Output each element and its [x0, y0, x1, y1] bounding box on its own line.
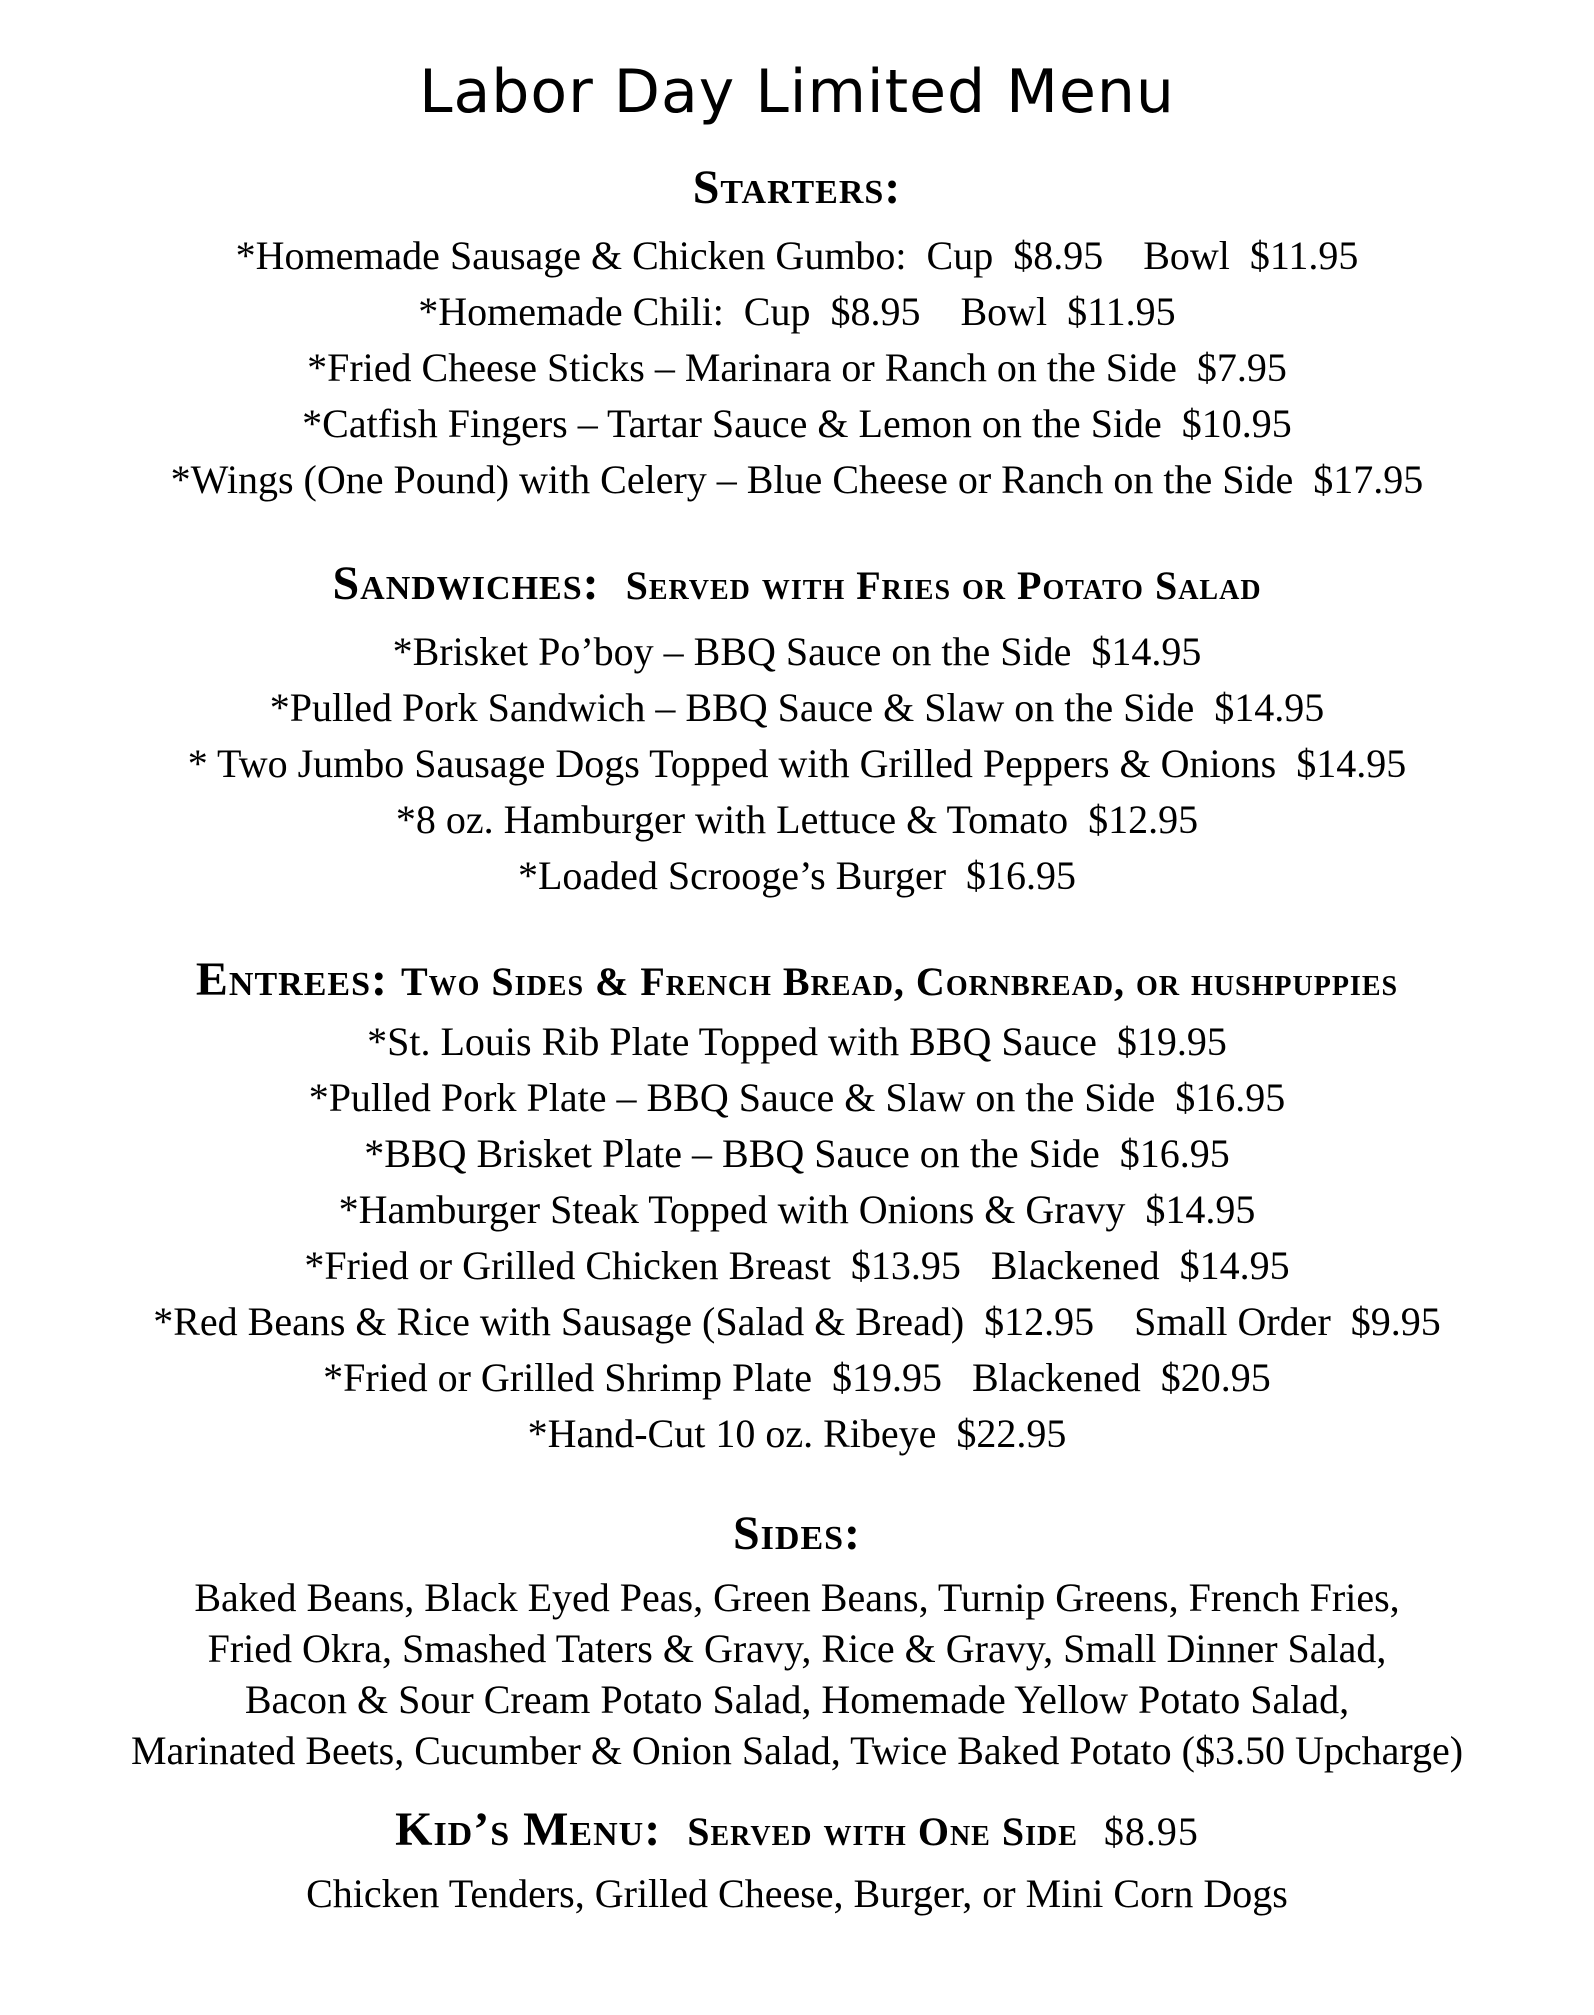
menu-item: *Hamburger Steak Topped with Onions & Gravy $14.95 — [338, 1187, 1256, 1232]
menu-item: * Two Jumbo Sausage Dogs Topped with Grilled Peppers & Onions $14.95 — [187, 741, 1407, 786]
menu-item: *Wings (One Pound) with Celery – Blue Cheese or Ranch on the Side $17.95 — [170, 457, 1424, 502]
menu-item: *Fried or Grilled Shrimp Plate $19.95 Blackened $20.95 — [323, 1355, 1271, 1400]
sides-line: Bacon & Sour Cream Potato Salad, Homemade Yellow Potato Salad, — [244, 1677, 1350, 1722]
menu-item: *Red Beans & Rice with Sausage (Salad & Bread) $12.95 Small Order $9.95 — [153, 1299, 1441, 1344]
sides-line: Fried Okra, Smashed Taters & Gravy, Rice & Gravy, Small Dinner Salad, — [207, 1626, 1387, 1671]
menu-title: Labor Day Limited Menu — [419, 57, 1175, 127]
menu-item: *Homemade Chili: Cup $8.95 Bowl $11.95 — [418, 289, 1176, 334]
kids-menu-heading-label: Kid’s Menu: — [395, 1803, 662, 1856]
sides-heading-label: Sides: — [732, 1507, 862, 1560]
menu-item: *Hand-Cut 10 oz. Ribeye $22.95 — [527, 1411, 1067, 1456]
spacer — [0, 1462, 1594, 1510]
menu-item: *Homemade Sausage & Chicken Gumbo: Cup $8.95 Bowl $11.95 — [235, 233, 1359, 278]
menu-item: *Catfish Fingers – Tartar Sauce & Lemon on the Side $10.95 — [302, 401, 1292, 446]
sides-line: Marinated Beets, Cucumber & Onion Salad, Twice Baked Potato ($3.50 Upcharge) — [130, 1728, 1464, 1773]
kids-menu-heading — [0, 1803, 1594, 1856]
entrees-section — [0, 953, 1594, 1462]
sandwiches-heading — [0, 557, 1594, 610]
menu-item: *Fried Cheese Sticks – Marinara or Ranch on the Side $7.95 — [307, 345, 1287, 390]
menu-item: *Fried or Grilled Chicken Breast $13.95 Blackened $14.95 — [304, 1243, 1290, 1288]
spacer — [0, 508, 1594, 560]
spacer — [0, 904, 1594, 956]
starters-heading — [0, 161, 1594, 214]
sandwiches-subheading: Served with Fries or Potato Salad — [625, 563, 1262, 608]
sandwiches-heading-label: Sandwiches: — [332, 557, 600, 610]
entrees-heading-label: Entrees: — [195, 953, 388, 1006]
menu-item: *BBQ Brisket Plate – BBQ Sauce on the Side $16.95 — [364, 1131, 1230, 1176]
sides-heading — [0, 1507, 1594, 1560]
kids-menu-section — [0, 1803, 1594, 1922]
menu-item: *8 oz. Hamburger with Lettuce & Tomato $12.95 — [395, 797, 1199, 842]
kids-menu-subheading: Served with One Side — [687, 1809, 1078, 1854]
sides-line: Baked Beans, Black Eyed Peas, Green Beans, Turnip Greens, French Fries, — [194, 1575, 1400, 1620]
kids-menu-price: $8.95 — [1103, 1809, 1199, 1854]
menu-item: *Pulled Pork Sandwich – BBQ Sauce & Slaw on the Side $14.95 — [269, 685, 1325, 730]
menu-item: Chicken Tenders, Grilled Cheese, Burger, or Mini Corn Dogs — [306, 1871, 1288, 1916]
spacer — [0, 1776, 1594, 1806]
starters-section — [0, 161, 1594, 508]
menu-item: *Pulled Pork Plate – BBQ Sauce & Slaw on the Side $16.95 — [308, 1075, 1286, 1120]
menu-item: *Loaded Scrooge’s Burger $16.95 — [517, 853, 1077, 898]
sandwiches-section — [0, 557, 1594, 904]
sides-section — [0, 1507, 1594, 1776]
entrees-subheading: Two Sides & French Bread, Cornbread, or hushpuppies — [400, 959, 1399, 1004]
entrees-heading — [0, 953, 1594, 1006]
starters-heading-label: Starters: — [692, 161, 902, 214]
menu-item: *Brisket Po’boy – BBQ Sauce on the Side $14.95 — [392, 629, 1202, 674]
menu-item: *St. Louis Rib Plate Topped with BBQ Sauce $19.95 — [367, 1019, 1227, 1064]
